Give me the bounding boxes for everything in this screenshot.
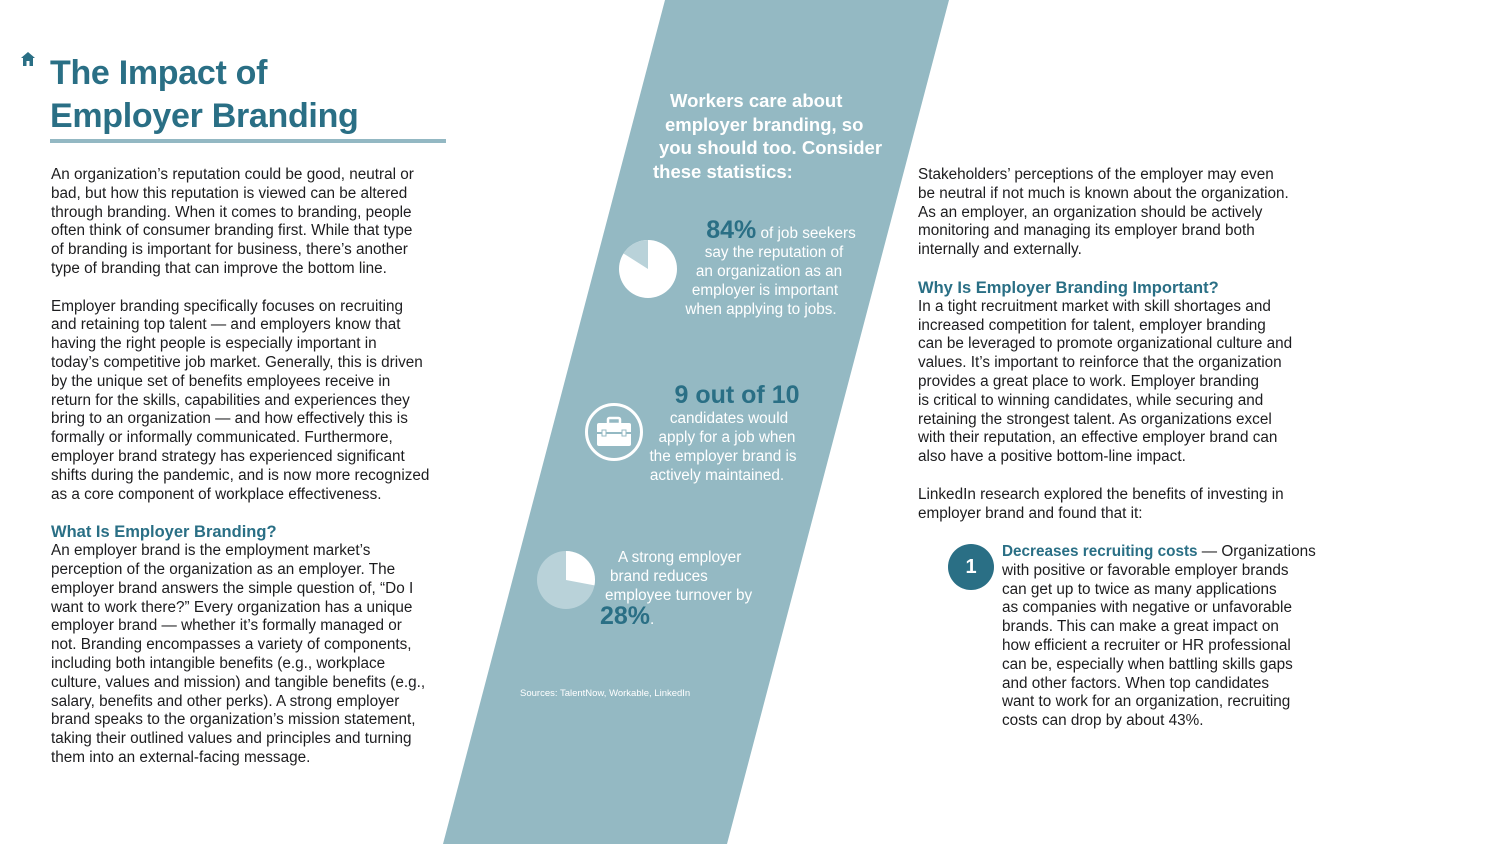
stat-text: the employer brand is <box>649 448 797 465</box>
text-line: of branding is important for business, there’s another <box>51 241 408 259</box>
benefit-item-1 <box>1002 543 1332 731</box>
text-line: also have a positive bottom-line impact. <box>918 448 1186 466</box>
text-line: retaining the strongest talent. As organizations excel <box>918 410 1272 428</box>
pie-chart-28 <box>537 551 595 609</box>
stat-text: apply for a job when <box>658 429 796 446</box>
stat-value: 84% <box>706 216 757 244</box>
stat-text: brand reduces <box>610 568 708 585</box>
text-line: with their reputation, an effective employer brand can <box>918 429 1278 447</box>
benefit-dash-text: — Organizations <box>1197 543 1316 560</box>
text-line: values. It’s important to reinforce that the organization <box>918 354 1282 372</box>
text-line: is critical to winning candidates, while securing and <box>918 391 1264 409</box>
stat-84-percent <box>678 216 868 319</box>
why-important-paragraph <box>918 298 1338 467</box>
text-line: An employer brand is the employment market’s <box>51 542 371 560</box>
text-line: Employer branding specifically focuses on recruiting <box>51 297 404 315</box>
text-line: by the unique set of benefits employees receive in <box>51 372 391 390</box>
text-line: An organization’s reputation could be good, neutral or <box>51 166 414 183</box>
text-line: how efficient a recruiter or HR professional <box>1002 636 1291 654</box>
text-line: often think of consumer branding first. While that type <box>51 222 413 240</box>
text-line: having the right people is especially important in <box>51 335 377 353</box>
text-line: culture, values and mission) and tangible benefits (e.g., <box>51 673 426 691</box>
text-line: Stakeholders’ perceptions of the employer may even <box>918 166 1274 183</box>
why-important-heading: Why Is Employer Branding Important? <box>918 278 1219 297</box>
stat-text: employee turnover by <box>605 587 753 604</box>
stat-value: 28% <box>600 602 651 630</box>
text-line: employer brand strategy has experienced significant <box>51 447 405 465</box>
page-title: The Impact of Employer Branding <box>50 54 359 135</box>
text-line: shifts during the pandemic, and is now more recognized <box>51 466 430 484</box>
stat-text: when applying to jobs. <box>685 301 837 318</box>
pie-light-slice <box>566 551 595 585</box>
text-line: monitoring and managing its employer brand both <box>918 222 1255 240</box>
text-line: including both intangible benefits (e.g., workplace <box>51 654 386 672</box>
text-line: want to work there?” Every organization has a unique <box>51 598 413 616</box>
text-line: type of branding that can improve the bottom line. <box>51 259 387 277</box>
text-line: can be leveraged to promote organizational culture and <box>918 335 1293 353</box>
stat-value: 9 out of 10 <box>674 381 800 409</box>
what-is-heading: What Is Employer Branding? <box>51 523 277 542</box>
text-line: bring to an organization — and how effectively this is <box>51 410 408 428</box>
text-line: be neutral if not much is known about the organization. <box>918 184 1289 202</box>
statistics-headline: Workers care about employer branding, so you should too. Consider these statistics: <box>653 90 883 182</box>
text-line: taking their outlined values and principles and turning <box>51 730 412 748</box>
text-line: employer brand and found that it: <box>918 504 1143 522</box>
right-column <box>918 166 1338 523</box>
stakeholders-paragraph <box>918 166 1338 260</box>
stat-suffix: . <box>650 611 655 628</box>
text-line: through branding. When it comes to branding, people <box>51 203 412 221</box>
text-line: today’s competitive job market. Generally, this is driven <box>51 353 423 371</box>
text-line: As an employer, an organization should be actively <box>918 203 1263 221</box>
benefit-title: Decreases recruiting costs <box>1002 543 1198 560</box>
list-number-badge: 1 <box>948 544 994 590</box>
stat-28-percent <box>600 548 770 629</box>
left-column <box>51 166 471 768</box>
text-line: internally and externally. <box>918 241 1082 259</box>
text-line: In a tight recruitment market with skill shortages and <box>918 297 1271 315</box>
stat-text: actively maintained. <box>649 467 785 484</box>
home-icon[interactable] <box>20 51 36 67</box>
text-line: and other factors. When top candidates <box>1002 674 1270 692</box>
what-is-paragraph <box>51 542 471 768</box>
text-line: salary, benefits and other perks). A strong employer <box>51 692 400 710</box>
text-line: employer brand answers the simple question of, “Do I <box>51 579 414 597</box>
text-line: employer brand — whether it’s formally managed or <box>51 617 402 635</box>
title-underline <box>50 139 446 143</box>
intro-paragraph <box>51 166 471 279</box>
text-line: formally or informally communicated. Furthermore, <box>51 429 393 447</box>
stat-text: say the reputation of <box>704 244 844 261</box>
text-line: brand speaks to the organization’s mission statement, <box>51 711 416 729</box>
text-line: them into an external-facing message. <box>51 748 311 766</box>
text-line: brands. This can make a great impact on <box>1002 618 1279 636</box>
stat-text: an organization as an <box>695 263 843 280</box>
text-line: as a core component of workplace effectiveness. <box>51 485 382 503</box>
text-line: return for the skills, capabilities and experiences they <box>51 391 410 409</box>
stat-9-out-of-10 <box>650 381 820 485</box>
text-line: costs can drop by about 43%. <box>1002 712 1204 730</box>
text-line: LinkedIn research explored the benefits of investing in <box>918 485 1284 503</box>
stat-text: candidates would <box>669 410 789 427</box>
text-line: bad, but how this reputation is viewed can be altered <box>51 184 408 202</box>
linkedin-paragraph <box>918 486 1338 524</box>
employer-branding-paragraph <box>51 298 471 505</box>
text-line: as companies with negative or unfavorable <box>1002 599 1292 617</box>
text-line: not. Branding encompasses a variety of components, <box>51 636 412 654</box>
text-line: increased competition for talent, employer branding <box>918 316 1266 334</box>
text-line: want to work for an organization, recruiting <box>1002 693 1291 711</box>
text-line: with positive or favorable employer brands <box>1002 561 1289 579</box>
stat-text: A strong employer <box>618 549 742 566</box>
text-line: can be, especially when battling skills gaps <box>1002 655 1293 673</box>
stat-text: employer is important <box>691 282 839 299</box>
text-line: can get up to twice as many applications <box>1002 580 1277 598</box>
text-line: provides a great place to work. Employer branding <box>918 372 1259 390</box>
text-line: and retaining top talent — and employers know that <box>51 316 401 334</box>
stat-text: of job seekers <box>760 225 856 242</box>
sources-note: Sources: TalentNow, Workable, LinkedIn <box>520 688 691 699</box>
text-line: perception of the organization as an employer. The <box>51 560 396 578</box>
